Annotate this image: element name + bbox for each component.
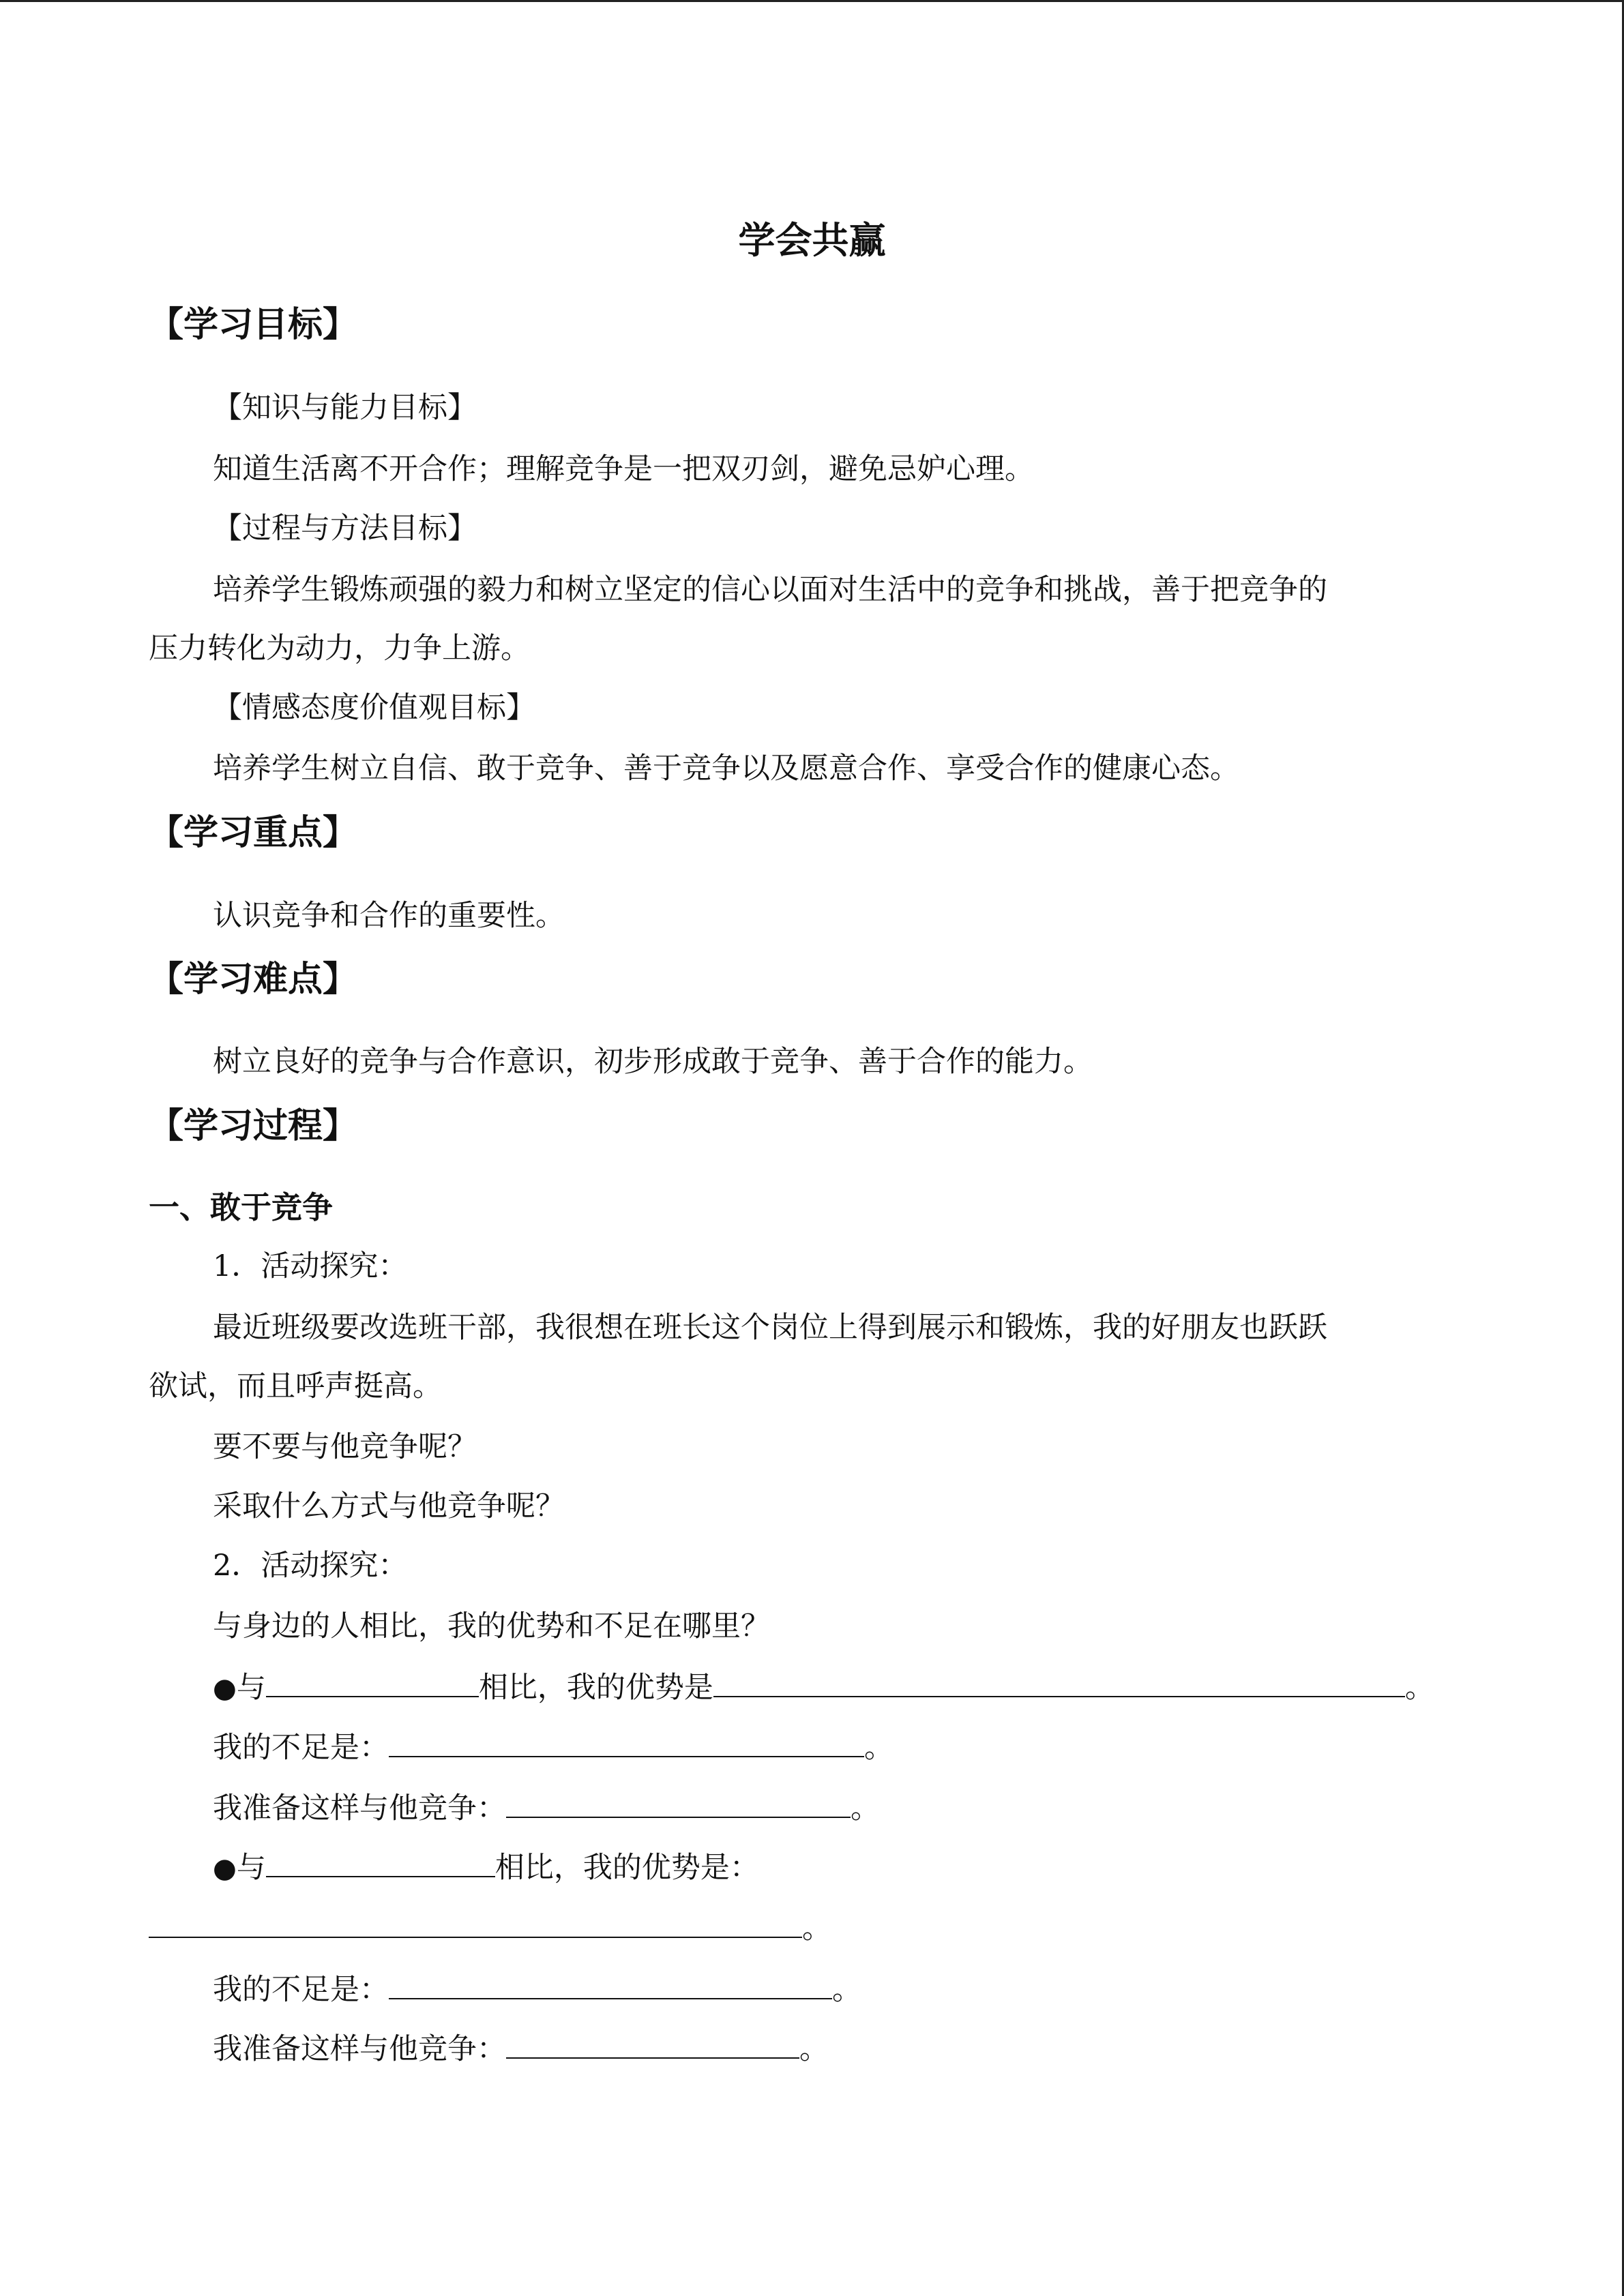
document-title: 学会共赢 (738, 219, 886, 262)
period: 。 (851, 1791, 880, 1825)
emotion-goal-text: 培养学生树立自信、敢于竞争、善于竞争以及愿意合作、享受合作的健康心态。 (213, 751, 1239, 786)
activity2-prompt: 与身边的人相比，我的优势和不足在哪里？ (213, 1609, 770, 1643)
section-heading-process: 【学习过程】 (149, 1106, 358, 1146)
knowledge-goal-label: 【知识与能力目标】 (213, 391, 477, 425)
compare-with-label: 与 (236, 1851, 266, 1885)
period: 。 (1404, 1671, 1434, 1705)
period: 。 (802, 1911, 831, 1945)
plan-label: 我准备这样与他竞争： (213, 2032, 506, 2066)
section-heading-key-points: 【学习重点】 (149, 813, 358, 853)
question-2: 采取什么方式与他竞争呢？ (213, 1489, 565, 1523)
compare-advantage-label: 相比，我的优势是 (478, 1671, 713, 1705)
question-1: 要不要与他竞争呢？ (213, 1430, 477, 1464)
advantage-blank[interactable] (713, 1665, 1405, 1697)
process-goal-text-line2: 压力转化为动力，力争上游。 (149, 631, 530, 666)
section-heading-difficulties: 【学习难点】 (149, 959, 358, 1000)
compare-with-label: 与 (236, 1671, 266, 1705)
period: 。 (799, 2032, 829, 2066)
activity2-label: 2．活动探究： (213, 1549, 408, 1583)
section-heading-objectives: 【学习目标】 (149, 305, 358, 345)
process-goal-text-line1: 培养学生锻炼顽强的毅力和树立坚定的信心以面对生活中的竞争和挑战，善于把竞争的 (213, 573, 1327, 607)
compare-advantage-label: 相比，我的优势是： (494, 1851, 759, 1885)
plan-row-1 (213, 1785, 880, 1832)
difficulties-text: 树立良好的竞争与合作意识，初步形成敢于竞争、善于合作的能力。 (213, 1045, 1093, 1079)
compare-row-2 (213, 1844, 759, 1892)
advantage-blank[interactable] (149, 1905, 802, 1938)
shortfall-blank[interactable] (389, 1967, 832, 1999)
knowledge-goal-text: 知道生活离不开合作；理解竞争是一把双刃剑，避免忌妒心理。 (213, 452, 1034, 486)
shortfall-label: 我的不足是： (213, 1731, 389, 1765)
shortfall-label: 我的不足是： (213, 1973, 389, 2007)
bullet-icon: ● (213, 1853, 237, 1884)
plan-row-2 (213, 2025, 829, 2073)
bullet-icon: ● (213, 1673, 237, 1704)
activity1-text-line1: 最近班级要改选班干部，我很想在班长这个岗位上得到展示和锻炼，我的好朋友也跃跃 (213, 1311, 1327, 1345)
activity1-text-line2: 欲试，而且呼声挺高。 (149, 1369, 442, 1403)
advantage-row-2 (149, 1905, 831, 1952)
shortfall-row-1 (213, 1724, 894, 1772)
emotion-goal-label: 【情感态度价值观目标】 (213, 691, 535, 725)
shortfall-row-2 (213, 1966, 861, 2014)
plan-blank[interactable] (506, 1785, 851, 1818)
compare-person-blank[interactable] (266, 1845, 495, 1877)
period: 。 (832, 1973, 861, 2007)
activity1-label: 1．活动探究： (213, 1249, 408, 1283)
key-points-text: 认识竞争和合作的重要性。 (213, 899, 565, 933)
period: 。 (864, 1731, 894, 1765)
compare-row-1 (213, 1664, 1434, 1712)
plan-label: 我准备这样与他竞争： (213, 1791, 506, 1825)
compare-person-blank[interactable] (266, 1665, 479, 1697)
process-goal-label: 【过程与方法目标】 (213, 511, 477, 546)
shortfall-blank[interactable] (389, 1725, 864, 1757)
part1-heading: 一、敢于竞争 (149, 1189, 334, 1225)
plan-blank[interactable] (506, 2026, 799, 2059)
